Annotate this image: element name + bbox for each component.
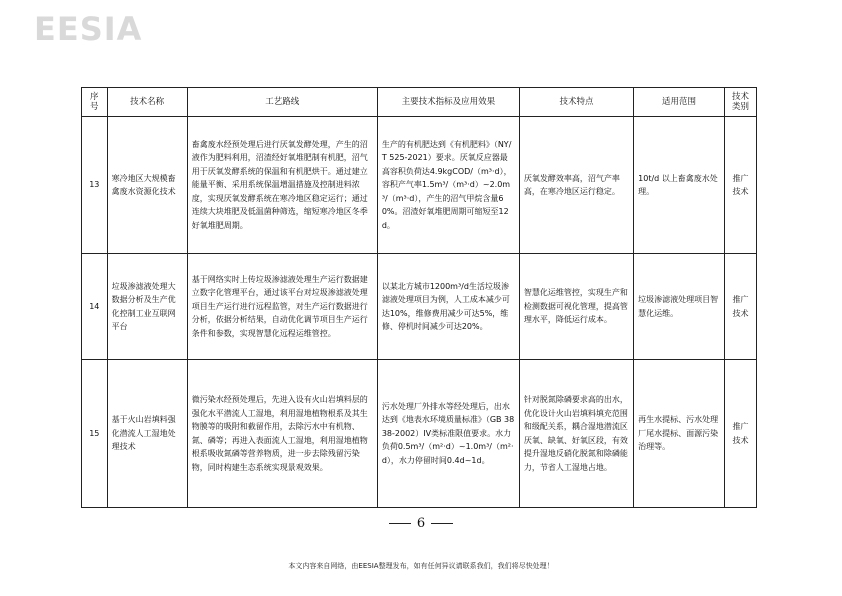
row-category: 推广技术 [724,117,756,254]
row-no: 15 [82,360,108,508]
row-name: 垃圾渗滤液处理大数据分析及生产优化控制工业互联网平台 [107,254,187,360]
row-no: 13 [82,117,108,254]
header-features: 技术特点 [519,88,633,117]
row-features: 厌氧发酵效率高，沼气产率高，在寒冷地区运行稳定。 [519,117,633,254]
row-category: 推广技术 [724,360,756,508]
row-indicators: 生产的有机肥达到《有机肥料》（NY/T 525-2021）要求。厌氧反应器最高容积负荷达4.9kgCOD/（m³·d），容积产气率1.5m³/（m³·d）~2.0m³/（m³·d），产生的沼气甲烷含量60%。沼渣好氧堆肥周期可缩短至12d。 [377,117,519,254]
technology-table [81,87,757,508]
row-scope: 10t/d 以上畜禽废水处理。 [634,117,725,254]
page-number-dash-right [431,523,453,524]
row-no: 14 [82,254,108,360]
page-number-value: 6 [416,516,426,531]
row-indicators: 污水处理厂外排水等经处理后，出水达到《地表水环境质量标准》（GB 3838-2002）IV类标准限值要求。水力负荷0.5m³/（m²·d）~1.0m³/（m²·d），水力停留时间0.4d~1d。 [377,360,519,508]
eesia-logo: EESIA [34,10,143,48]
row-process: 微污染水经预处理后，先进入设有火山岩填料层的强化水平潜流人工湿地，利用湿地植物根系及其生物膜等的吸附和截留作用，去除污水中有机物、氮、磷等；再进入表面流人工湿地，利用湿地植物根系吸收氮磷等营养物质，进一步去除残留污染物，同时构建生态系统实现景观效果。 [187,360,377,508]
row-features: 针对脱氮除磷要求高的出水，优化设计火山岩填料填充范围和级配关系，耦合湿地潜流区厌氧、缺氧、好氧区段，有效提升湿地反硝化脱氮和除磷能力，节省人工湿地占地。 [519,360,633,508]
header-scope: 适用范围 [634,88,725,117]
header-name: 技术名称 [107,88,187,117]
table-row [82,360,757,508]
header-indicators: 主要技术指标及应用效果 [377,88,519,117]
row-indicators: 以某北方城市1200m³/d生活垃圾渗滤液处理项目为例，人工成本减少可达10%，维修费用减少可达5%，维修、停机时间减少可达20%。 [377,254,519,360]
page-number [0,516,842,531]
row-category: 推广技术 [724,254,756,360]
table-row [82,117,757,254]
header-no: 序号 [82,88,108,117]
page-number-dash-left [389,523,411,524]
table-header-row [82,88,757,117]
row-process: 畜禽废水经预处理后进行厌氧发酵处理，产生的沼液作为肥料利用，沼渣经好氧堆肥制有机肥，沼气用于厌氧发酵系统的保温和有机肥烘干。通过建立能量平衡、采用系统保温增温措施及控制进料浓度，实现厌氧发酵系统在寒冷地区稳定运行；通过连续大块堆肥及低温菌种筛选，缩短寒冷地区冬季好氧堆肥周期。 [187,117,377,254]
header-process: 工艺路线 [187,88,377,117]
row-scope: 再生水提标、污水处理厂尾水提标、面源污染治理等。 [634,360,725,508]
row-scope: 垃圾渗滤液处理项目智慧化运维。 [634,254,725,360]
footer-note: 本文内容来自网络，由EESIA整理发布，如有任何异议请联系我们，我们将尽快处理！ [288,562,554,570]
table-row [82,254,757,360]
row-name: 基于火山岩填料强化潜流人工湿地处理技术 [107,360,187,508]
row-name: 寒冷地区大规模畜禽废水资源化技术 [107,117,187,254]
header-category: 技术类别 [724,88,756,117]
row-features: 智慧化运维管控，实现生产和检测数据可视化管理，提高管理水平，降低运行成本。 [519,254,633,360]
row-process: 基于网络实时上传垃圾渗滤液处理生产运行数据建立数字化管理平台，通过该平台对垃圾渗滤液处理项目生产运行进行远程监管，对生产运行数据进行分析，依据分析结果，自动优化调节项目生产运行条件和参数，实现智慧化远程运维管控。 [187,254,377,360]
